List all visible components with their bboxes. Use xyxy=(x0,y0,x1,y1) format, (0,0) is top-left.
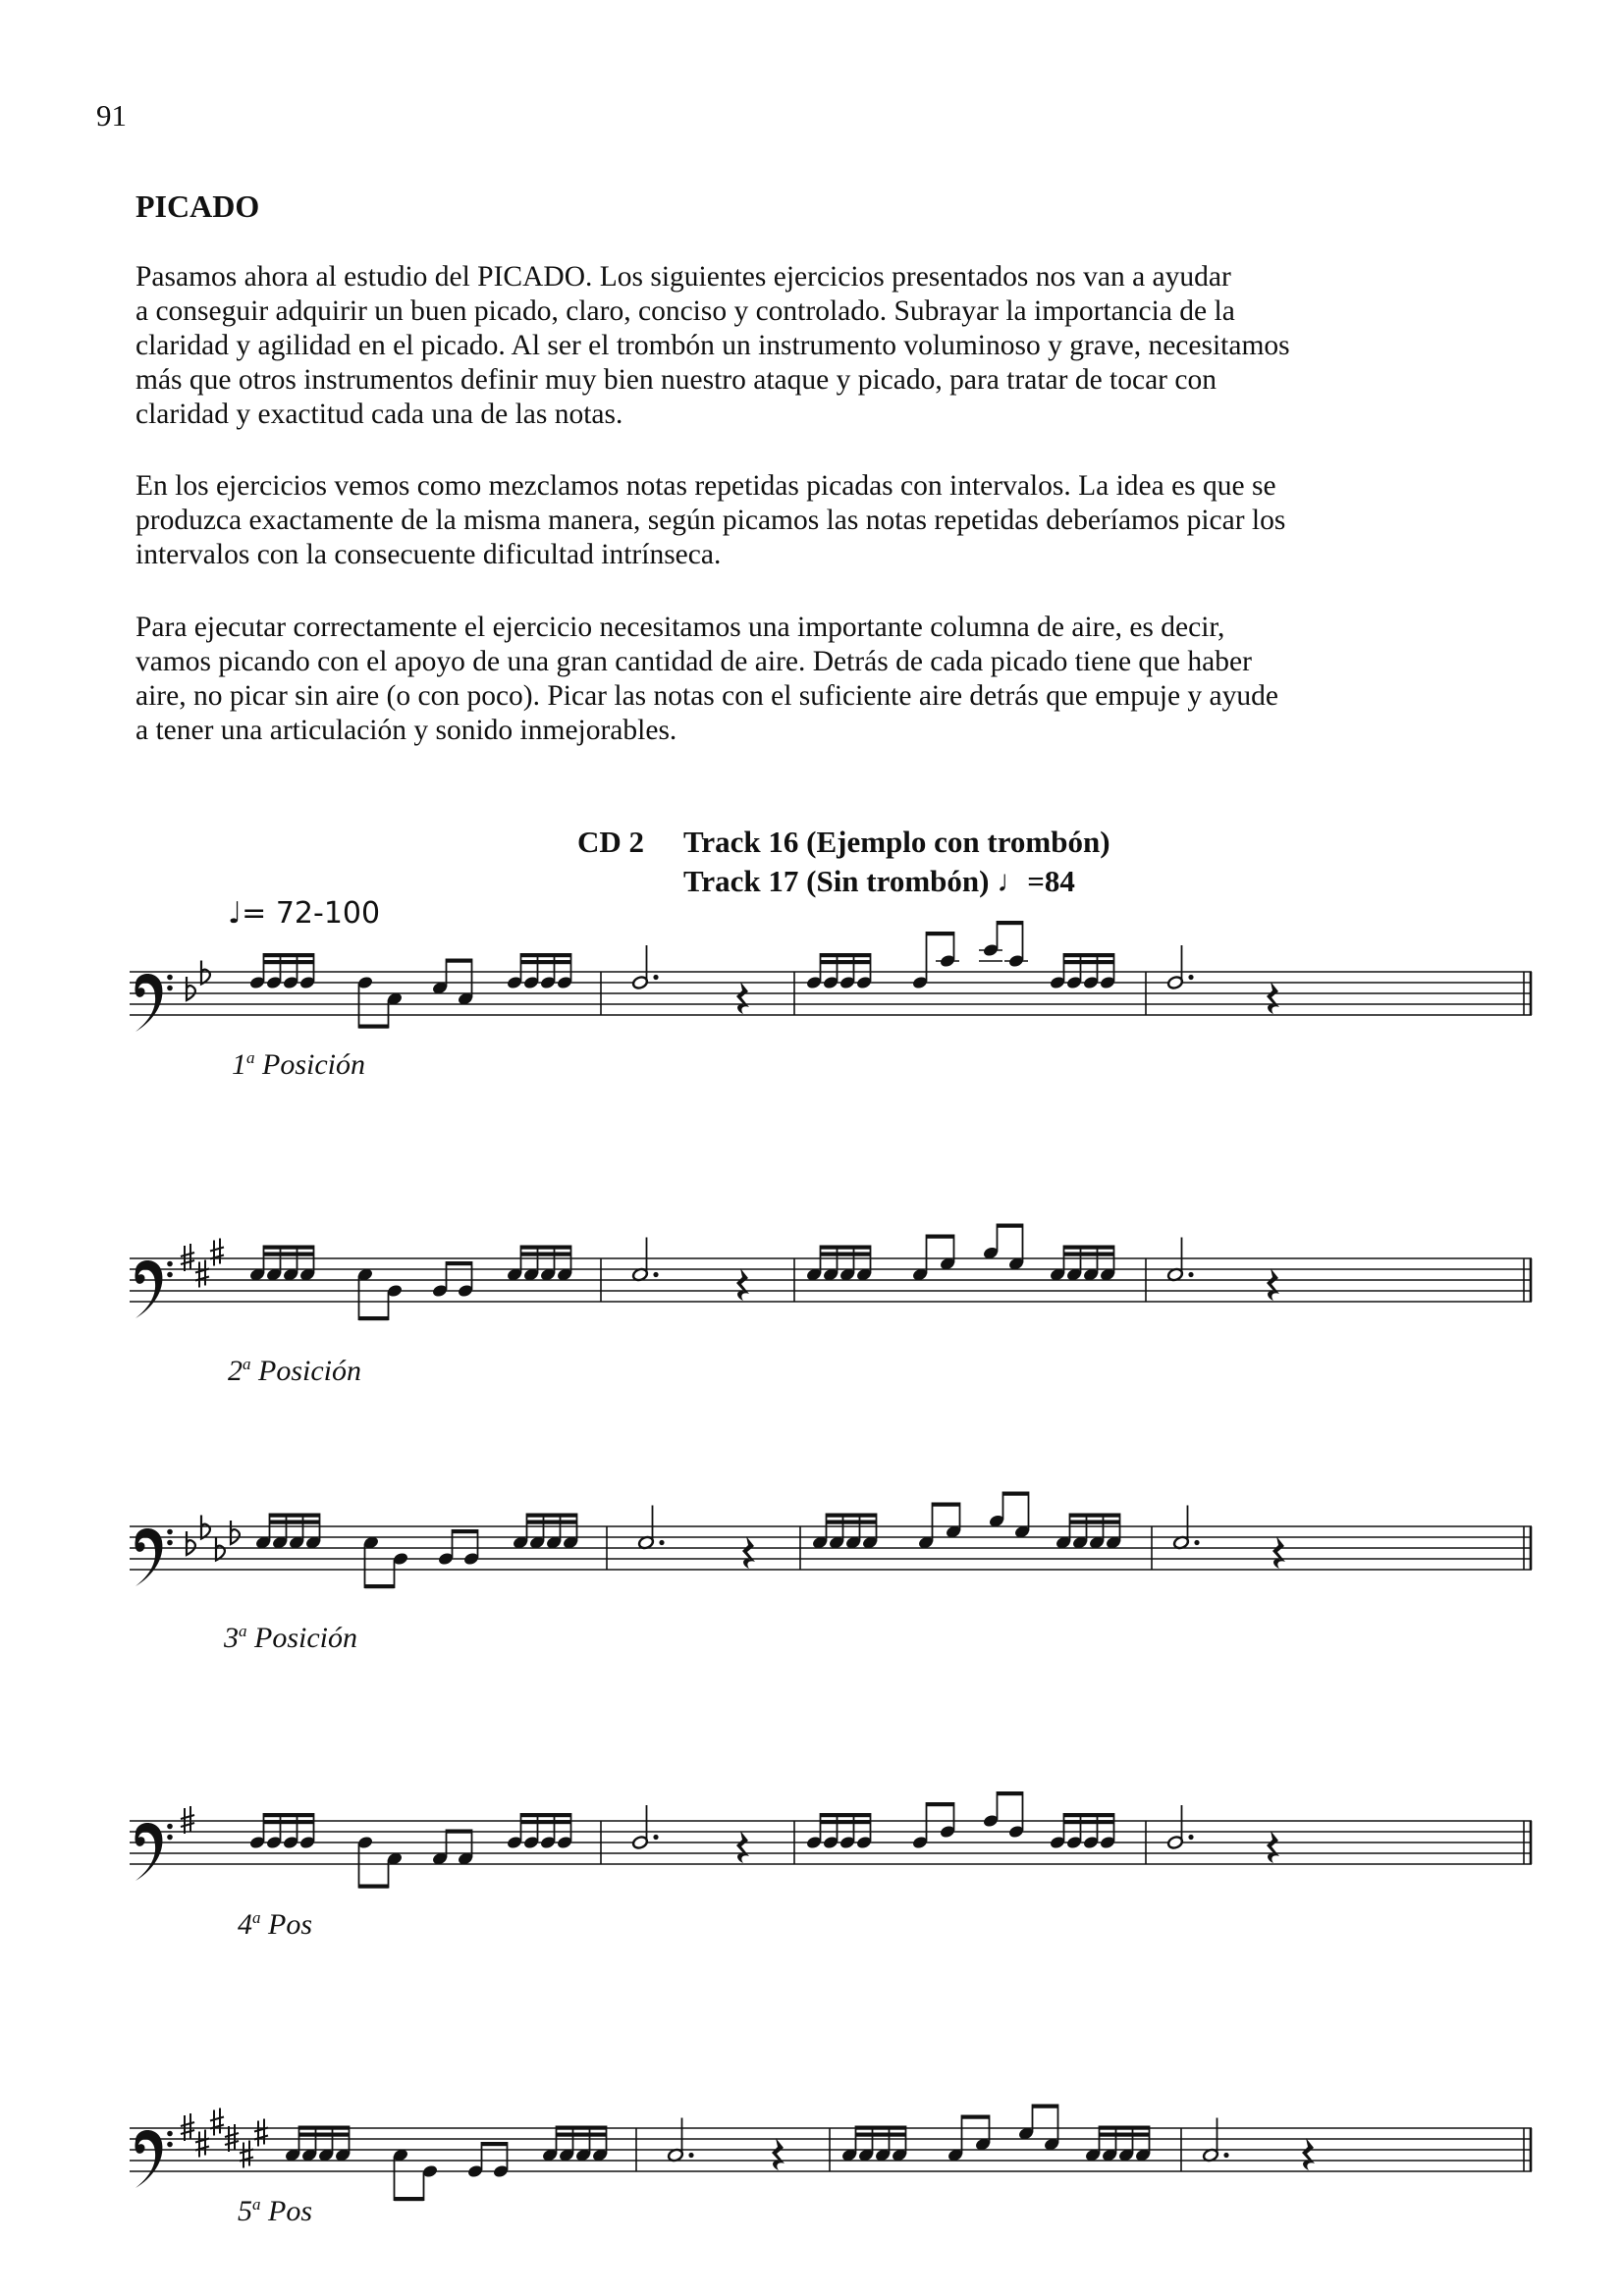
clef-dot xyxy=(167,1835,173,1841)
beam xyxy=(1033,2105,1058,2109)
beam xyxy=(927,1235,954,1239)
audio-track-header xyxy=(577,823,1110,901)
beam xyxy=(998,921,1023,925)
beam xyxy=(821,960,871,964)
beam xyxy=(927,932,954,935)
beam xyxy=(1100,2126,1150,2130)
paragraph-line: a conseguir adquirir un buen picado, claro, conciso y controlado. Subrayar la importancia de la xyxy=(135,295,1235,327)
beam xyxy=(557,2133,607,2137)
augmentation-dot xyxy=(1188,975,1193,980)
beam xyxy=(1064,1246,1114,1250)
position-label-text: Pos xyxy=(268,1908,312,1941)
quarter-rest-icon xyxy=(772,2138,784,2170)
beam xyxy=(359,1316,389,1320)
beam xyxy=(827,1521,877,1524)
quarter-rest-icon xyxy=(1302,2138,1315,2170)
quarter-rest-icon xyxy=(742,1536,755,1569)
clef-dot xyxy=(167,986,173,991)
paragraph-line: aire, no picar sin aire (o con poco). Picar las notas con el suficiente aire detrás que empuje y ayude xyxy=(135,680,1278,712)
position-label xyxy=(238,2195,312,2228)
sharp-icon xyxy=(195,2130,209,2158)
beam xyxy=(264,1246,314,1250)
paragraph-line: intervalos con la consecuente dificultad intrínseca. xyxy=(135,539,722,570)
paragraph-intervals xyxy=(135,469,1549,572)
beam xyxy=(1064,1253,1114,1256)
clef-dot xyxy=(167,2142,173,2148)
paragraph-line: Pasamos ahora al estudio del PICADO. Los siguientes ejercicios presentados nos van a ayudar xyxy=(135,261,1231,293)
clef-dot xyxy=(167,1824,173,1830)
position-label-sup: a xyxy=(239,1622,247,1640)
beam xyxy=(264,960,314,964)
position-label-sup: a xyxy=(252,1908,261,1927)
paragraph-line: En los ejercicios vemos como mezclamos notas repetidas picadas con intervalos. La idea es que se xyxy=(135,470,1276,502)
beam xyxy=(270,1521,320,1524)
beam xyxy=(821,1253,871,1256)
beam xyxy=(821,953,871,957)
beam xyxy=(527,1514,577,1518)
beam xyxy=(299,2126,350,2130)
beam xyxy=(1064,1820,1114,1824)
audio-track-row-1 xyxy=(577,823,1110,862)
clef-dot xyxy=(167,975,173,981)
beam xyxy=(927,1802,954,1806)
sharp-icon xyxy=(240,2141,253,2168)
paragraph-line: Para ejecutar correctamente el ejercicio necesitamos una importante columna de aire, es decir, xyxy=(135,612,1225,643)
augmentation-dot xyxy=(1188,1835,1193,1840)
quarter-rest-icon xyxy=(1267,1268,1279,1301)
beam xyxy=(264,1253,314,1256)
quarter-rest-icon xyxy=(736,1831,749,1863)
paragraph-line: más que otros instrumentos definir muy bien nuestro ataque y picado, para tratar de tocar con xyxy=(135,364,1217,396)
bass-clef-icon xyxy=(135,1528,162,1586)
tempo-marking-value: = 72-100 xyxy=(242,896,381,931)
paragraph-air xyxy=(135,611,1549,748)
bass-clef-icon xyxy=(135,974,162,1032)
beam xyxy=(557,2126,607,2130)
beam xyxy=(395,2197,424,2201)
quarter-note-icon: ♩ xyxy=(997,864,1028,898)
paragraph-line: claridad y exactitud cada una de las notas. xyxy=(135,399,623,430)
tempo-marking xyxy=(228,896,380,931)
beam xyxy=(521,1253,571,1256)
position-label-num: 5 xyxy=(238,2195,252,2227)
clef-dot xyxy=(167,2131,173,2137)
track-tempo: =84 xyxy=(1027,864,1075,898)
quarter-rest-icon xyxy=(736,982,749,1014)
beam xyxy=(447,1830,472,1834)
augmentation-dot xyxy=(653,975,658,980)
music-staff xyxy=(0,2099,1623,2207)
augmentation-dot xyxy=(659,1540,664,1545)
position-label-num: 4 xyxy=(238,1908,252,1941)
clef-dot xyxy=(167,1540,173,1546)
flat-icon xyxy=(187,1531,195,1555)
paragraph-line: produzca exactamente de la misma manera, según picamos las notas repetidas deberíamos picar los xyxy=(135,505,1286,536)
position-label xyxy=(238,1908,312,1942)
beam xyxy=(821,1813,871,1817)
position-label-num: 3 xyxy=(224,1622,239,1654)
clef-dot xyxy=(167,1261,173,1267)
augmentation-dot xyxy=(1188,1272,1193,1277)
position-label-sup: a xyxy=(243,1355,251,1373)
beam xyxy=(1070,1521,1120,1524)
position-label-text: Posición xyxy=(254,1622,357,1654)
beam xyxy=(359,1025,389,1029)
flat-icon xyxy=(231,1521,240,1544)
quarter-rest-icon xyxy=(736,1268,749,1301)
music-staff xyxy=(0,1497,1623,1605)
augmentation-dot xyxy=(1223,2153,1228,2158)
beam xyxy=(365,1584,395,1588)
paragraph-line: claridad y agilidad en el picado. Al ser el trombón un instrumento voluminoso y grave, necesitamos xyxy=(135,330,1290,361)
section-title: PICADO xyxy=(135,188,260,224)
position-label-text: Pos xyxy=(268,2195,312,2227)
beam xyxy=(527,1521,577,1524)
beam xyxy=(447,1261,472,1265)
beam xyxy=(933,1503,960,1507)
beam xyxy=(856,2126,906,2130)
beam xyxy=(1064,953,1114,957)
beam xyxy=(453,1529,478,1533)
beam xyxy=(1070,1514,1120,1518)
clef-dot xyxy=(167,1272,173,1278)
position-label-num: 1 xyxy=(232,1048,246,1081)
position-label-text: Posición xyxy=(258,1355,361,1387)
beam xyxy=(299,2133,350,2137)
sharp-icon xyxy=(254,2119,268,2147)
beam xyxy=(856,2133,906,2137)
page-number: 91 xyxy=(96,98,127,133)
quarter-rest-icon xyxy=(1267,1831,1279,1863)
paragraph-line: vamos picando con el apoyo de una gran cantidad de aire. Detrás de cada picado tiene que haber xyxy=(135,646,1252,677)
track-without-trombone: Track 17 (Sin trombón) xyxy=(683,864,990,898)
beam xyxy=(521,1820,571,1824)
audio-track-row-2 xyxy=(577,862,1110,901)
position-label xyxy=(232,1048,365,1082)
sharp-icon xyxy=(181,2113,194,2141)
beam xyxy=(359,1885,389,1889)
beam xyxy=(827,1514,877,1518)
beam xyxy=(521,1246,571,1250)
sharp-icon xyxy=(181,1244,194,1271)
bass-clef-icon xyxy=(135,1823,162,1881)
position-label-text: Posición xyxy=(262,1048,365,1081)
cd-label: CD 2 xyxy=(577,825,645,859)
track-with-trombone: Track 16 (Ejemplo con trombón) xyxy=(683,825,1110,859)
beam xyxy=(521,1813,571,1817)
beam xyxy=(962,2115,990,2119)
position-label-sup: a xyxy=(252,2195,261,2214)
bass-clef-icon xyxy=(135,1260,162,1318)
sharp-icon xyxy=(181,1806,194,1834)
sharp-icon xyxy=(210,1239,224,1266)
beam xyxy=(998,1224,1023,1228)
quarter-note-icon: ♩ xyxy=(228,896,243,931)
music-staff xyxy=(0,942,1623,1050)
beam xyxy=(821,1246,871,1250)
flat-icon xyxy=(187,977,195,1000)
bass-clef-icon xyxy=(135,2130,162,2188)
beam xyxy=(1003,1492,1029,1496)
quarter-rest-icon xyxy=(1267,982,1279,1014)
beam xyxy=(998,1791,1023,1795)
augmentation-dot xyxy=(653,1272,658,1277)
paragraph-line: a tener una articulación y sonido inmejorables. xyxy=(135,715,677,746)
beam xyxy=(264,1813,314,1817)
beam xyxy=(821,1820,871,1824)
beam xyxy=(447,959,472,963)
clef-dot xyxy=(167,1529,173,1535)
beam xyxy=(264,953,314,957)
sharp-icon xyxy=(210,2109,224,2136)
beam xyxy=(270,1514,320,1518)
music-staff xyxy=(0,1229,1623,1337)
sharp-icon xyxy=(195,1260,209,1288)
beam xyxy=(1064,1813,1114,1817)
beam xyxy=(264,1820,314,1824)
beam xyxy=(521,960,571,964)
music-staff xyxy=(0,1791,1623,1899)
quarter-rest-icon xyxy=(1272,1536,1285,1569)
augmentation-dot xyxy=(1194,1540,1199,1545)
position-label xyxy=(224,1622,357,1655)
position-label-sup: a xyxy=(246,1048,255,1067)
beam xyxy=(1064,960,1114,964)
beam xyxy=(1100,2133,1150,2137)
augmentation-dot xyxy=(653,1835,658,1840)
paragraph-intro xyxy=(135,260,1549,432)
position-label-num: 2 xyxy=(228,1355,243,1387)
beam xyxy=(521,953,571,957)
augmentation-dot xyxy=(688,2153,693,2158)
position-label xyxy=(228,1355,361,1388)
beam xyxy=(482,2142,508,2146)
